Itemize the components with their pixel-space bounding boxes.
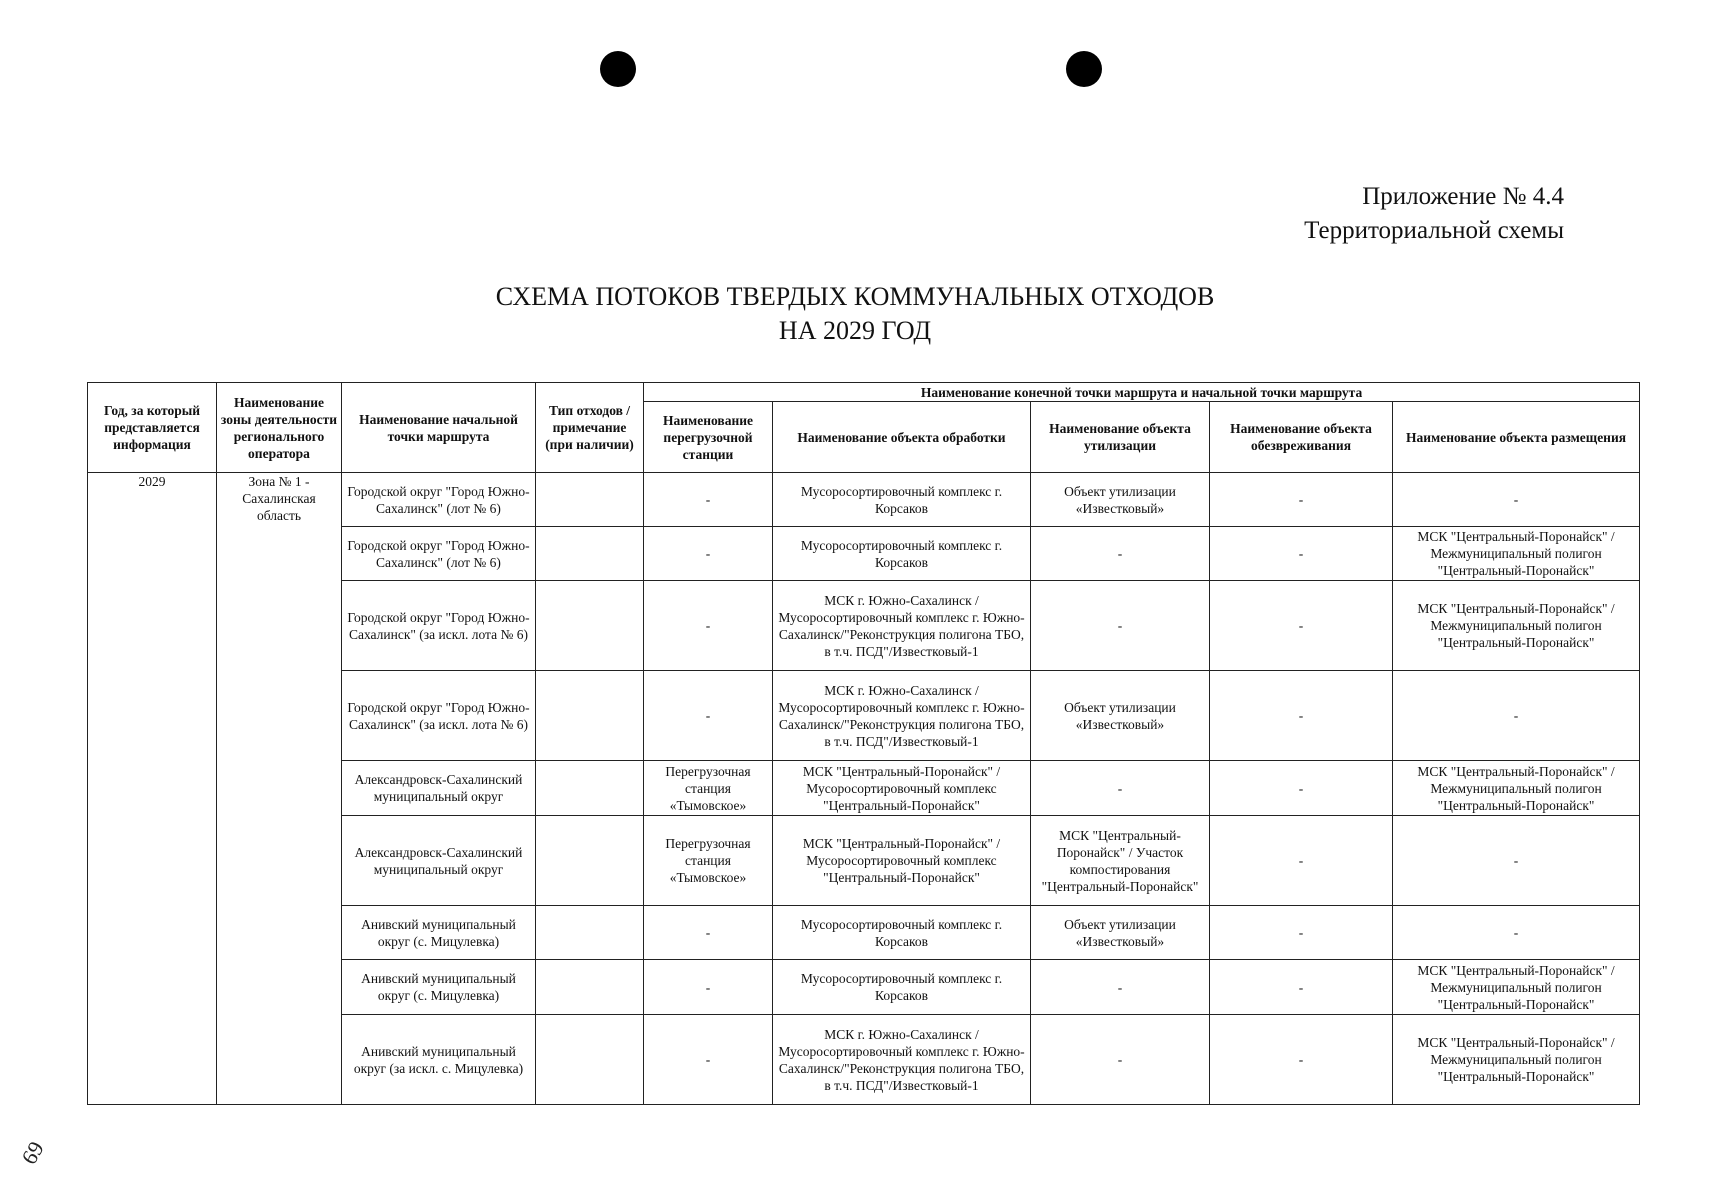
utilization-cell: - — [1031, 761, 1210, 816]
processing-cell: Мусоросортировочный комплекс г. Корсаков — [773, 960, 1031, 1015]
placement-cell: МСК "Центральный-Поронайск" / Межмуниципальный полигон "Центральный-Поронайск" — [1393, 960, 1640, 1015]
transfer-cell: - — [644, 960, 773, 1015]
start-cell: Анивский муниципальный округ (с. Мицулевка) — [342, 906, 536, 960]
appendix-note — [1304, 180, 1564, 248]
placement-cell: - — [1393, 816, 1640, 906]
header-zone: Наименование зоны деятельности регионального оператора — [217, 383, 342, 473]
neutralization-cell: - — [1210, 527, 1393, 581]
processing-cell: Мусоросортировочный комплекс г. Корсаков — [773, 906, 1031, 960]
type-cell — [536, 527, 644, 581]
title-line-1: СХЕМА ПОТОКОВ ТВЕРДЫХ КОММУНАЛЬНЫХ ОТХОДОВ — [495, 282, 1215, 311]
utilization-cell: - — [1031, 527, 1210, 581]
placement-cell: МСК "Центральный-Поронайск" / Межмуниципальный полигон "Центральный-Поронайск" — [1393, 581, 1640, 671]
neutralization-cell: - — [1210, 671, 1393, 761]
transfer-cell: - — [644, 671, 773, 761]
start-cell: Городской округ "Город Южно-Сахалинск" (за искл. лота № 6) — [342, 581, 536, 671]
processing-cell: МСК г. Южно-Сахалинск / Мусоросортировочный комплекс г. Южно-Сахалинск/"Реконструкция полигона ТБО, в т.ч. ПСД"/Известковый-1 — [773, 671, 1031, 761]
utilization-cell: Объект утилизации «Известковый» — [1031, 671, 1210, 761]
type-cell — [536, 1015, 644, 1105]
neutralization-cell: - — [1210, 960, 1393, 1015]
placement-cell: МСК "Центральный-Поронайск" / Межмуниципальный полигон "Центральный-Поронайск" — [1393, 1015, 1640, 1105]
processing-cell: МСК г. Южно-Сахалинск / Мусоросортировочный комплекс г. Южно-Сахалинск/"Реконструкция полигона ТБО, в т.ч. ПСД"/Известковый-1 — [773, 1015, 1031, 1105]
utilization-cell: МСК "Центральный-Поронайск" / Участок компостирования "Центральный-Поронайск" — [1031, 816, 1210, 906]
header-route-group: Наименование конечной точки маршрута и начальной точки маршрута — [644, 383, 1640, 402]
neutralization-cell: - — [1210, 816, 1393, 906]
neutralization-cell: - — [1210, 906, 1393, 960]
transfer-cell: - — [644, 581, 773, 671]
punch-hole-left — [600, 51, 636, 87]
transfer-cell: - — [644, 1015, 773, 1105]
neutralization-cell: - — [1210, 761, 1393, 816]
processing-cell: Мусоросортировочный комплекс г. Корсаков — [773, 473, 1031, 527]
year-cell: 2029 — [88, 473, 217, 1105]
type-cell — [536, 906, 644, 960]
transfer-cell: Перегрузочная станция «Тымовское» — [644, 816, 773, 906]
transfer-cell: - — [644, 473, 773, 527]
header-year: Год, за который представляется информация — [88, 383, 217, 473]
utilization-cell: Объект утилизации «Известковый» — [1031, 473, 1210, 527]
utilization-cell: Объект утилизации «Известковый» — [1031, 906, 1210, 960]
start-cell: Городской округ "Город Южно-Сахалинск" (лот № 6) — [342, 527, 536, 581]
type-cell — [536, 581, 644, 671]
transfer-cell: - — [644, 906, 773, 960]
type-cell — [536, 761, 644, 816]
utilization-cell: - — [1031, 581, 1210, 671]
appendix-line-1: Приложение № 4.4 — [1362, 183, 1564, 210]
placement-cell: - — [1393, 671, 1640, 761]
start-cell: Анивский муниципальный округ (за искл. с. Мицулевка) — [342, 1015, 536, 1105]
start-cell: Александровск-Сахалинский муниципальный округ — [342, 761, 536, 816]
placement-cell: - — [1393, 906, 1640, 960]
header-placement: Наименование объекта размещения — [1393, 402, 1640, 473]
start-cell: Анивский муниципальный округ (с. Мицулевка) — [342, 960, 536, 1015]
processing-cell: МСК "Центральный-Поронайск" / Мусоросортировочный комплекс "Центральный-Поронайск" — [773, 816, 1031, 906]
utilization-cell: - — [1031, 960, 1210, 1015]
start-cell: Городской округ "Город Южно-Сахалинск" (за искл. лота № 6) — [342, 671, 536, 761]
waste-flow-table — [87, 382, 1640, 1105]
processing-cell: МСК г. Южно-Сахалинск / Мусоросортировочный комплекс г. Южно-Сахалинск/"Реконструкция полигона ТБО, в т.ч. ПСД"/Известковый-1 — [773, 581, 1031, 671]
processing-cell: МСК "Центральный-Поронайск" / Мусоросортировочный комплекс "Центральный-Поронайск" — [773, 761, 1031, 816]
type-cell — [536, 816, 644, 906]
header-utilization: Наименование объекта утилизации — [1031, 402, 1210, 473]
handwritten-page-mark: 69 — [16, 1136, 49, 1169]
transfer-cell: Перегрузочная станция «Тымовское» — [644, 761, 773, 816]
header-waste-type: Тип отходов / примечание (при наличии) — [536, 383, 644, 473]
header-start-point: Наименование начальной точки маршрута — [342, 383, 536, 473]
type-cell — [536, 960, 644, 1015]
processing-cell: Мусоросортировочный комплекс г. Корсаков — [773, 527, 1031, 581]
neutralization-cell: - — [1210, 581, 1393, 671]
placement-cell: МСК "Центральный-Поронайск" / Межмуниципальный полигон "Центральный-Поронайск" — [1393, 527, 1640, 581]
title-line-2: НА 2029 ГОД — [778, 316, 932, 345]
appendix-line-2: Территориальной схемы — [1304, 217, 1564, 244]
neutralization-cell: - — [1210, 1015, 1393, 1105]
zone-cell: Зона № 1 - Сахалинская область — [217, 473, 342, 1105]
document-title — [0, 280, 1710, 348]
utilization-cell: - — [1031, 1015, 1210, 1105]
type-cell — [536, 473, 644, 527]
table-row — [88, 473, 1640, 527]
header-processing: Наименование объекта обработки — [773, 402, 1031, 473]
type-cell — [536, 671, 644, 761]
start-cell: Александровск-Сахалинский муниципальный округ — [342, 816, 536, 906]
header-transfer-station: Наименование перегрузочной станции — [644, 402, 773, 473]
transfer-cell: - — [644, 527, 773, 581]
start-cell: Городской округ "Город Южно-Сахалинск" (лот № 6) — [342, 473, 536, 527]
placement-cell: МСК "Центральный-Поронайск" / Межмуниципальный полигон "Центральный-Поронайск" — [1393, 761, 1640, 816]
neutralization-cell: - — [1210, 473, 1393, 527]
header-neutralization: Наименование объекта обезвреживания — [1210, 402, 1393, 473]
punch-hole-right — [1066, 51, 1102, 87]
placement-cell: - — [1393, 473, 1640, 527]
